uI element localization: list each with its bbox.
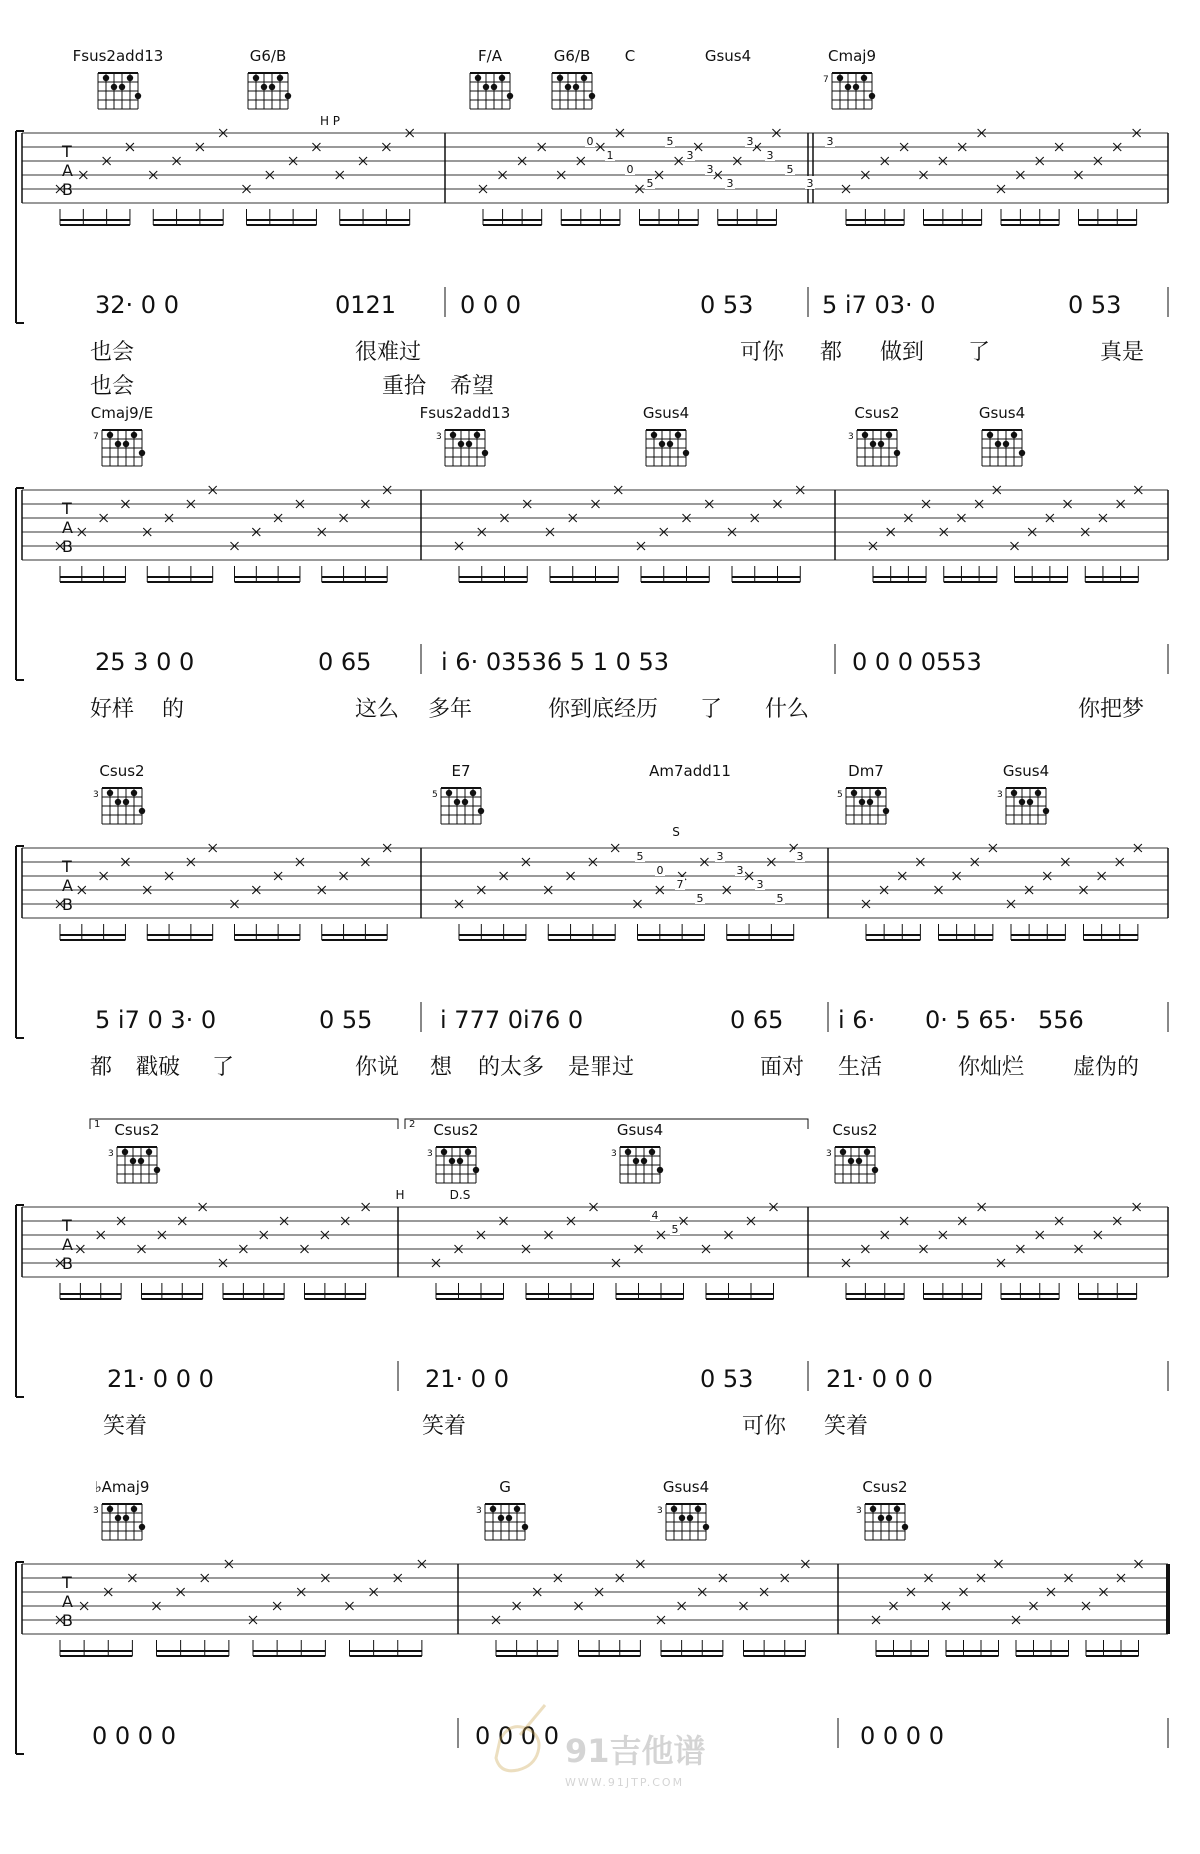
chord-diagram-dot bbox=[657, 1167, 663, 1173]
chord-dm7 bbox=[837, 762, 889, 824]
chord-diagram-dot bbox=[123, 799, 129, 805]
jianpu-notation: i 6· 03536 5 1 0 53 bbox=[441, 648, 670, 676]
tab-fret-number: 5 bbox=[646, 177, 654, 190]
chord-name: Csus2 bbox=[99, 762, 145, 780]
chord--amaj9 bbox=[93, 1478, 149, 1540]
chord-name: Gsus4 bbox=[616, 1121, 664, 1139]
tab-fret-number: 3 bbox=[746, 135, 754, 148]
chord-diagram-dot bbox=[522, 1524, 528, 1530]
chord-name: Gsus4 bbox=[662, 1478, 710, 1496]
chord-diagram-fret-number: 3 bbox=[657, 1506, 663, 1516]
jianpu-notation: 0 0 0 0553 bbox=[852, 648, 982, 676]
chord-diagram-dot bbox=[1043, 808, 1049, 814]
lyric-line-1: 都 bbox=[90, 1055, 113, 1080]
chord-diagram-dot bbox=[498, 1515, 504, 1521]
chord-g6-b bbox=[552, 47, 595, 109]
jianpu-notation: i 6· bbox=[838, 1006, 876, 1034]
volta-number: 2 bbox=[409, 1119, 416, 1130]
systems-layer bbox=[16, 47, 1168, 1754]
chord-diagram-fret-number: 3 bbox=[476, 1506, 482, 1516]
tab-clef-letter: B bbox=[62, 180, 73, 199]
chord-diagram-dot bbox=[441, 1149, 447, 1155]
chord-diagram-dot bbox=[123, 1515, 129, 1521]
tab-annotation: H P bbox=[319, 114, 341, 128]
chord-diagram-dot bbox=[253, 75, 259, 81]
lyric-line-1: 什么 bbox=[765, 697, 810, 722]
chord-diagram-dot bbox=[478, 808, 484, 814]
chord-diagram-dot bbox=[667, 441, 673, 447]
chord-diagram-dot bbox=[867, 799, 873, 805]
chord-diagram-dot bbox=[683, 450, 689, 456]
tab-fret-number: 3 bbox=[726, 177, 734, 190]
chord-diagram-dot bbox=[139, 1524, 145, 1530]
tab-fret-number: 3 bbox=[736, 864, 744, 877]
chord-diagram-fret-number: 3 bbox=[427, 1149, 433, 1159]
chord-diagram-dot bbox=[1019, 799, 1025, 805]
tab-clef-letter: B bbox=[62, 895, 73, 914]
lyric-line-1: 了 bbox=[212, 1055, 235, 1080]
chord-diagram-dot bbox=[499, 75, 505, 81]
chord-diagram-dot bbox=[123, 441, 129, 447]
lyric-line-1: 戳破 bbox=[136, 1055, 181, 1080]
chord-name: Csus2 bbox=[114, 1121, 160, 1139]
lyric-line-1: 这么 bbox=[355, 697, 400, 722]
jianpu-notation: 0 65 bbox=[318, 648, 372, 676]
jianpu-notation: 0· 5 65· bbox=[925, 1006, 1017, 1034]
lyric-line-1: 真是 bbox=[1100, 340, 1145, 365]
tab-fret-number: 5 bbox=[636, 850, 644, 863]
chord-g6-b bbox=[248, 47, 291, 109]
chord-diagram-dot bbox=[466, 441, 472, 447]
lyric-line-1: 可你 bbox=[742, 1414, 787, 1439]
chord-gsus4 bbox=[705, 47, 751, 65]
tab-clef-letter: A bbox=[62, 1592, 73, 1611]
tab-system-5 bbox=[16, 1478, 1168, 1754]
chord-diagram-dot bbox=[122, 1149, 128, 1155]
chord-name: Fsus2add13 bbox=[419, 404, 511, 422]
chord-diagram-dot bbox=[861, 75, 867, 81]
lyric-line-1: 好样 bbox=[90, 697, 135, 722]
chord-gsus4 bbox=[611, 1121, 663, 1183]
lyric-line-1: 笑着 bbox=[422, 1414, 467, 1439]
chord-cmaj9-e bbox=[91, 404, 154, 466]
chord-diagram-dot bbox=[127, 75, 133, 81]
chord-diagram-dot bbox=[474, 432, 480, 438]
chord-diagram-dot bbox=[131, 1506, 137, 1512]
lyric-line-1: 你把梦 bbox=[1078, 697, 1145, 722]
jianpu-notation: 0 53 bbox=[700, 291, 754, 319]
chord-diagram-dot bbox=[462, 799, 468, 805]
chord-cmaj9 bbox=[823, 47, 876, 109]
chord-diagram-dot bbox=[490, 1506, 496, 1512]
jianpu-notation: i 777 0i76 0 bbox=[440, 1006, 584, 1034]
chord-diagram-dot bbox=[894, 450, 900, 456]
chord-diagram-dot bbox=[449, 1158, 455, 1164]
chord-diagram-dot bbox=[269, 84, 275, 90]
chord-diagram-dot bbox=[115, 1515, 121, 1521]
chord-diagram-dot bbox=[483, 84, 489, 90]
tab-clef-letter: A bbox=[62, 518, 73, 537]
chord-diagram-fret-number: 3 bbox=[997, 790, 1003, 800]
tab-clef-letter: T bbox=[62, 1216, 72, 1235]
jianpu-notation: 21· 0 0 bbox=[425, 1365, 509, 1393]
chord-name: Csus2 bbox=[854, 404, 900, 422]
jianpu-notation: 0 65 bbox=[730, 1006, 784, 1034]
tab-fret-number: 5 bbox=[666, 135, 674, 148]
lyric-line-1: 你说 bbox=[355, 1055, 400, 1080]
chord-diagram-dot bbox=[703, 1524, 709, 1530]
chord-diagram-dot bbox=[870, 1506, 876, 1512]
chord-name: Csus2 bbox=[832, 1121, 878, 1139]
jianpu-notation: 5 i7 03· 0 bbox=[822, 291, 936, 319]
chord-diagram-dot bbox=[482, 450, 488, 456]
lyric-line-1: 你到底经历 bbox=[548, 697, 659, 722]
chord-diagram-dot bbox=[987, 432, 993, 438]
tab-annotation: H bbox=[395, 1188, 405, 1202]
chord-diagram-dot bbox=[261, 84, 267, 90]
chord-diagram-dot bbox=[840, 1149, 846, 1155]
chord-diagram-dot bbox=[671, 1506, 677, 1512]
chord-name: Csus2 bbox=[862, 1478, 908, 1496]
jianpu-notation: 0 0 0 0 bbox=[92, 1722, 176, 1750]
chord-diagram-dot bbox=[853, 84, 859, 90]
lyric-line-1: 是罪过 bbox=[568, 1055, 635, 1080]
chord-diagram-dot bbox=[138, 1158, 144, 1164]
chord-diagram-dot bbox=[139, 808, 145, 814]
jianpu-notation: 556 bbox=[1038, 1006, 1084, 1034]
chord-diagram-dot bbox=[139, 450, 145, 456]
chord-diagram-dot bbox=[886, 1515, 892, 1521]
chord-diagram-dot bbox=[507, 93, 513, 99]
tab-fret-number: 3 bbox=[686, 149, 694, 162]
tab-fret-number: 3 bbox=[766, 149, 774, 162]
lyric-line-1: 的太多 bbox=[478, 1055, 545, 1080]
chord-diagram-dot bbox=[862, 432, 868, 438]
chord-csus2 bbox=[108, 1121, 160, 1183]
watermark-brand: 91吉他谱 bbox=[565, 1732, 706, 1770]
chord-c bbox=[625, 47, 635, 65]
chord-diagram-dot bbox=[869, 93, 875, 99]
chord-diagram-dot bbox=[649, 1149, 655, 1155]
chord-name: Gsus4 bbox=[704, 47, 752, 65]
lyric-line-1: 都 bbox=[820, 340, 843, 365]
chord-diagram-fret-number: 3 bbox=[826, 1149, 832, 1159]
chord-diagram-dot bbox=[633, 1158, 639, 1164]
chord-diagram-dot bbox=[589, 93, 595, 99]
tab-fret-number: 3 bbox=[796, 850, 804, 863]
chord-csus2 bbox=[848, 404, 900, 466]
chord-diagram-dot bbox=[107, 790, 113, 796]
chord-name: E7 bbox=[451, 762, 471, 780]
chord-name: Cmaj9 bbox=[828, 47, 876, 65]
chord-diagram-dot bbox=[491, 84, 497, 90]
chord-gsus4 bbox=[997, 762, 1049, 824]
lyric-line-1: 面对 bbox=[760, 1055, 805, 1080]
tab-clef-letter: T bbox=[62, 857, 72, 876]
jianpu-notation: 0 0 0 0 bbox=[475, 1722, 559, 1750]
chord-name: G6/B bbox=[249, 47, 287, 65]
jianpu-notation: 32· 0 0 bbox=[95, 291, 179, 319]
chord-diagram-dot bbox=[1011, 432, 1017, 438]
chord-diagram-fret-number: 3 bbox=[108, 1149, 114, 1159]
chord-name: Gsus4 bbox=[1002, 762, 1050, 780]
chord-name: G6/B bbox=[553, 47, 591, 65]
chord-diagram-dot bbox=[557, 75, 563, 81]
chord-diagram-dot bbox=[458, 441, 464, 447]
tab-clef-letter: B bbox=[62, 1254, 73, 1273]
chord-diagram-dot bbox=[146, 1149, 152, 1155]
lyric-line-1: 很难过 bbox=[355, 340, 422, 365]
chord-diagram-dot bbox=[641, 1158, 647, 1164]
chord-diagram-dot bbox=[625, 1149, 631, 1155]
tab-system-1 bbox=[16, 47, 1168, 399]
tab-clef-letter: A bbox=[62, 876, 73, 895]
chord-am7add11 bbox=[649, 762, 731, 780]
lyric-line-1: 虚伪的 bbox=[1073, 1055, 1140, 1080]
tab-fret-number: 5 bbox=[786, 163, 794, 176]
chord-name: F/A bbox=[478, 47, 502, 65]
chord-diagram-dot bbox=[845, 84, 851, 90]
chord-diagram-dot bbox=[514, 1506, 520, 1512]
chord-diagram-dot bbox=[859, 799, 865, 805]
tab-fret-number: 0 bbox=[586, 135, 594, 148]
chord-csus2 bbox=[93, 762, 145, 824]
tab-fret-number: 3 bbox=[806, 177, 814, 190]
tab-fret-number: 5 bbox=[696, 892, 704, 905]
lyric-line-1: 笑着 bbox=[103, 1414, 148, 1439]
tab-fret-number: 3 bbox=[706, 163, 714, 176]
chord-name: Cmaj9/E bbox=[90, 404, 154, 422]
chord-csus2 bbox=[826, 1121, 878, 1183]
chord-diagram-fret-number: 7 bbox=[823, 75, 829, 85]
tab-fret-number: 0 bbox=[656, 864, 664, 877]
chord-diagram-dot bbox=[119, 84, 125, 90]
chord-diagram-fret-number: 3 bbox=[93, 1506, 99, 1516]
chord-name: Dm7 bbox=[848, 762, 884, 780]
chord-csus2 bbox=[427, 1121, 479, 1183]
chord-diagram-fret-number: 5 bbox=[432, 790, 438, 800]
chord-diagram-dot bbox=[878, 1515, 884, 1521]
lyric-line-2: 重拾 bbox=[382, 374, 427, 399]
chord-diagram-dot bbox=[878, 441, 884, 447]
lyric-line-1: 了 bbox=[968, 340, 991, 365]
lyric-line-2: 也会 bbox=[90, 374, 135, 399]
jianpu-notation: 0 53 bbox=[700, 1365, 754, 1393]
jianpu-notation: 25 3 0 0 bbox=[95, 648, 195, 676]
volta-number: 1 bbox=[94, 1119, 101, 1130]
chord-diagram-fret-number: 3 bbox=[856, 1506, 862, 1516]
chord-diagram-dot bbox=[679, 1515, 685, 1521]
tab-clef-letter: T bbox=[62, 499, 72, 518]
chord-diagram-dot bbox=[103, 75, 109, 81]
chord-diagram-dot bbox=[995, 441, 1001, 447]
jianpu-notation: 0 55 bbox=[319, 1006, 373, 1034]
tab-clef-letter: B bbox=[62, 1611, 73, 1630]
chord-diagram-dot bbox=[473, 1167, 479, 1173]
chord-diagram-dot bbox=[450, 432, 456, 438]
chord-gsus4 bbox=[657, 1478, 709, 1540]
chord-diagram-dot bbox=[107, 432, 113, 438]
lyric-line-1: 多年 bbox=[428, 697, 473, 722]
chord-diagram-dot bbox=[864, 1149, 870, 1155]
chord-g bbox=[476, 1478, 528, 1540]
tab-system-4 bbox=[16, 1119, 1168, 1439]
chord-diagram-dot bbox=[107, 1506, 113, 1512]
tab-annotation: S bbox=[672, 825, 680, 839]
tab-fret-number: 3 bbox=[826, 135, 834, 148]
jianpu-notation: 0121 bbox=[335, 291, 397, 319]
chord-diagram-dot bbox=[154, 1167, 160, 1173]
chord-diagram-fret-number: 5 bbox=[837, 790, 843, 800]
chord-name: Am7add11 bbox=[649, 762, 731, 780]
chord-diagram-dot bbox=[565, 84, 571, 90]
tab-system-2 bbox=[16, 404, 1168, 722]
chord-diagram-dot bbox=[115, 799, 121, 805]
tab-system-3 bbox=[16, 762, 1168, 1080]
chord-diagram-dot bbox=[130, 1158, 136, 1164]
chord-diagram-dot bbox=[1035, 790, 1041, 796]
chord-diagram-dot bbox=[131, 432, 137, 438]
jianpu-notation: 0 0 0 bbox=[460, 291, 522, 319]
chord-diagram-dot bbox=[1003, 441, 1009, 447]
chord-diagram-dot bbox=[506, 1515, 512, 1521]
lyric-line-1: 生活 bbox=[838, 1055, 883, 1080]
chord-name: Csus2 bbox=[433, 1121, 479, 1139]
tab-clef-letter: T bbox=[62, 142, 72, 161]
chord-diagram-dot bbox=[131, 790, 137, 796]
chord-diagram-dot bbox=[851, 790, 857, 796]
jianpu-notation: 0 0 0 0 bbox=[860, 1722, 944, 1750]
chord-diagram-dot bbox=[870, 441, 876, 447]
chord-diagram-dot bbox=[659, 441, 665, 447]
chord-fsus2add13 bbox=[420, 404, 511, 466]
chord-diagram-dot bbox=[902, 1524, 908, 1530]
lyric-line-1: 的 bbox=[162, 697, 185, 722]
chord-f-a bbox=[470, 47, 513, 109]
chord-diagram-dot bbox=[848, 1158, 854, 1164]
chord-diagram-dot bbox=[837, 75, 843, 81]
chord-name: G bbox=[499, 1478, 511, 1496]
jianpu-notation: 0 53 bbox=[1068, 291, 1122, 319]
chord-diagram-dot bbox=[446, 790, 452, 796]
chord-diagram-dot bbox=[285, 93, 291, 99]
tab-annotation: D.S bbox=[449, 1188, 471, 1202]
chord-diagram-fret-number: 3 bbox=[848, 432, 854, 442]
chord-diagram-dot bbox=[872, 1167, 878, 1173]
chord-diagram-fret-number: 3 bbox=[436, 432, 442, 442]
chord-diagram-fret-number: 3 bbox=[611, 1149, 617, 1159]
chord-name: C bbox=[624, 47, 636, 65]
tab-fret-number: 5 bbox=[671, 1223, 679, 1236]
tab-fret-number: 5 bbox=[776, 892, 784, 905]
lyric-line-1: 可你 bbox=[740, 340, 785, 365]
tab-fret-number: 0 bbox=[626, 163, 634, 176]
lyric-line-1: 想 bbox=[430, 1055, 453, 1080]
lyric-line-1: 笑着 bbox=[824, 1414, 869, 1439]
chord-diagram-dot bbox=[675, 432, 681, 438]
chord-diagram-dot bbox=[454, 799, 460, 805]
chord-diagram-dot bbox=[277, 75, 283, 81]
chord-name: Fsus2add13 bbox=[72, 47, 164, 65]
lyric-line-1: 了 bbox=[700, 697, 723, 722]
tab-fret-number: 3 bbox=[756, 878, 764, 891]
tab-clef-letter: A bbox=[62, 1235, 73, 1254]
chord-gsus4 bbox=[643, 404, 689, 466]
jianpu-notation: 5 i7 0 3· 0 bbox=[95, 1006, 217, 1034]
chord-diagram-dot bbox=[695, 1506, 701, 1512]
chord-fsus2add13 bbox=[73, 47, 164, 109]
tab-fret-number: 3 bbox=[716, 850, 724, 863]
tab-clef-letter: T bbox=[62, 1573, 72, 1592]
lyric-line-1: 也会 bbox=[90, 340, 135, 365]
chord-diagram-dot bbox=[581, 75, 587, 81]
lyric-line-2: 希望 bbox=[450, 374, 495, 399]
jianpu-notation: 21· 0 0 0 bbox=[826, 1365, 933, 1393]
tab-clef-letter: A bbox=[62, 161, 73, 180]
chord-diagram-dot bbox=[111, 84, 117, 90]
chord-diagram-dot bbox=[1027, 799, 1033, 805]
chord-diagram-dot bbox=[687, 1515, 693, 1521]
chord-diagram-dot bbox=[856, 1158, 862, 1164]
tab-fret-number: 7 bbox=[676, 878, 684, 891]
tab-fret-number: 4 bbox=[651, 1209, 659, 1222]
tab-clef-letter: B bbox=[62, 537, 73, 556]
chord-diagram-dot bbox=[886, 432, 892, 438]
jianpu-notation: 21· 0 0 0 bbox=[107, 1365, 214, 1393]
chord-diagram-dot bbox=[651, 432, 657, 438]
chord-diagram-dot bbox=[875, 790, 881, 796]
chord-name: Gsus4 bbox=[978, 404, 1026, 422]
lyric-line-1: 做到 bbox=[880, 340, 925, 365]
chord-diagram-fret-number: 7 bbox=[93, 432, 99, 442]
chord-diagram-dot bbox=[1019, 450, 1025, 456]
lyric-line-1: 你灿烂 bbox=[958, 1055, 1025, 1080]
chord-diagram-dot bbox=[135, 93, 141, 99]
chord-diagram-dot bbox=[457, 1158, 463, 1164]
chord-diagram-dot bbox=[1011, 790, 1017, 796]
chord-diagram-dot bbox=[470, 790, 476, 796]
chord-diagram-dot bbox=[475, 75, 481, 81]
tab-fret-number: 1 bbox=[606, 149, 614, 162]
chord-diagram-dot bbox=[573, 84, 579, 90]
chord-gsus4 bbox=[979, 404, 1025, 466]
watermark-url: WWW.91JTP.COM bbox=[565, 1776, 685, 1789]
chord-name: Gsus4 bbox=[642, 404, 690, 422]
chord-csus2 bbox=[856, 1478, 908, 1540]
chord-name: ♭Amaj9 bbox=[94, 1478, 150, 1496]
chord-diagram-fret-number: 3 bbox=[93, 790, 99, 800]
chord-e7 bbox=[432, 762, 484, 824]
chord-diagram-dot bbox=[894, 1506, 900, 1512]
chord-diagram-dot bbox=[115, 441, 121, 447]
chord-diagram-dot bbox=[465, 1149, 471, 1155]
chord-diagram-dot bbox=[883, 808, 889, 814]
